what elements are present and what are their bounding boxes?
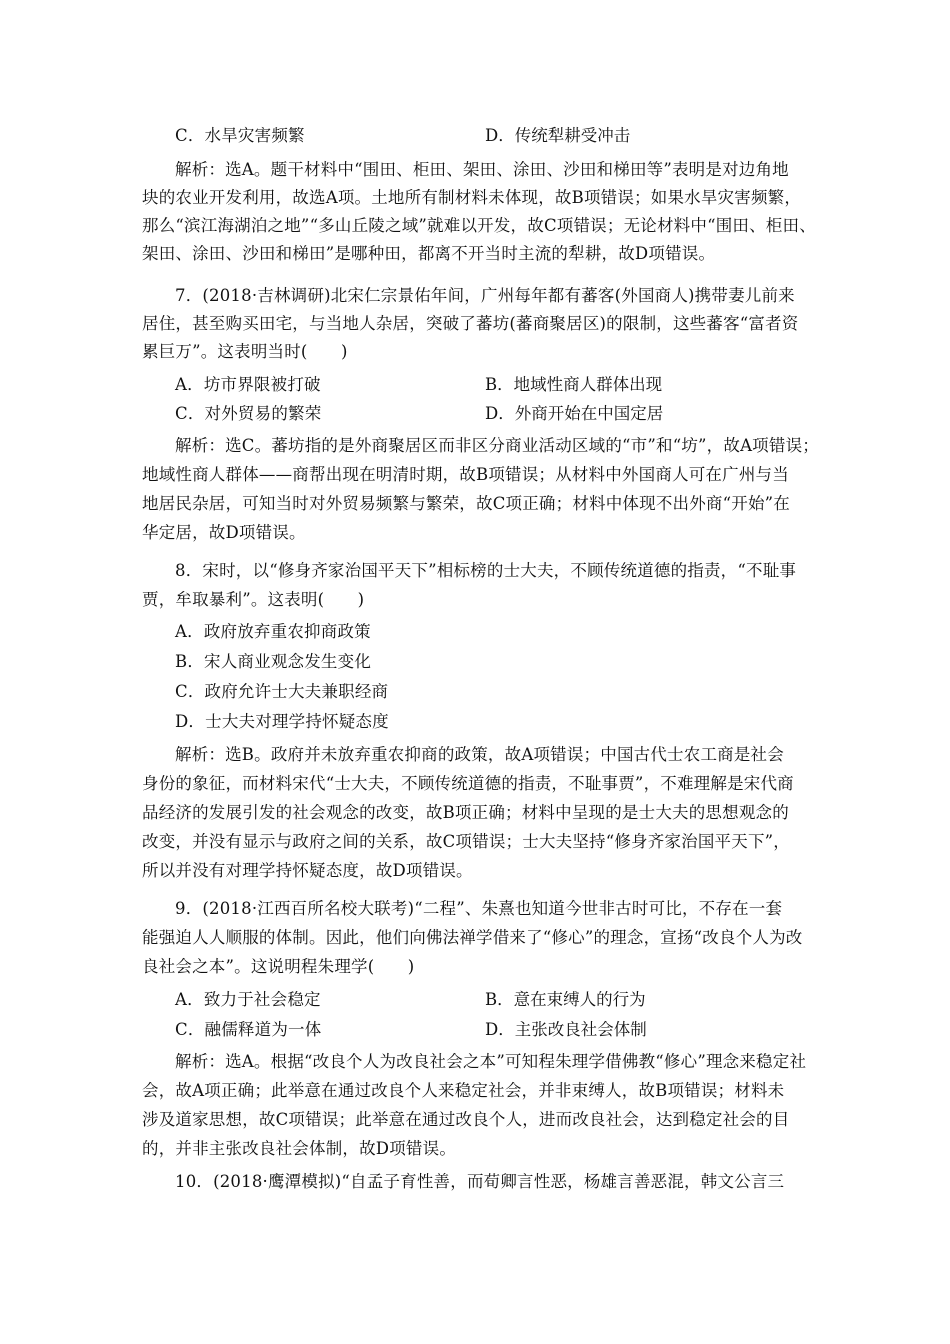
q7-analysis-line: 华定居，故D项错误。	[142, 523, 306, 542]
q7-option-c: C．对外贸易的繁荣	[175, 404, 322, 423]
q7-stem-line: 7．(2018·吉林调研)北宋仁宗景佑年间，广州每年都有蕃客(外国商人)携带妻儿前来	[175, 286, 795, 305]
q8-option-d: D．士大夫对理学持怀疑态度	[175, 712, 389, 731]
q7-analysis-line: 地居民杂居，可知当时对外贸易频繁与繁荣，故C项正确；材料中体现不出外商“开始”在	[142, 494, 790, 513]
q9-analysis-line: 解析：选A。根据“改良个人为改良社会之本”可知程朱理学借佛教“修心”理念来稳定社	[175, 1052, 807, 1071]
q10-stem-line: 10．(2018·鹰潭模拟)“自孟子育性善，而荀卿言性恶，杨雄言善恶混，韩文公言三	[175, 1172, 785, 1191]
q8-stem-line: 贾，牟取暴利”。这表明( )	[142, 590, 365, 609]
q6-analysis-line: 解析：选A。题干材料中“围田、柜田、架田、涂田、沙田和梯田等”表明是对边角地	[175, 160, 789, 179]
q8-analysis-line: 身份的象征，而材料宋代“士大夫，不顾传统道德的指责，不耻事贾”，不难理解是宋代商	[142, 774, 794, 793]
q9-analysis-line: 涉及道家思想，故C项错误；此举意在通过改良个人，进而改良社会，达到稳定社会的目	[142, 1110, 790, 1129]
q6-analysis-line: 架田、涂田、沙田和梯田”是哪种田，都离不开当时主流的犁耕，故D项错误。	[142, 244, 716, 263]
q8-option-a: A．政府放弃重农抑商政策	[175, 622, 371, 641]
q8-option-b: B．宋人商业观念发生变化	[175, 652, 372, 671]
q9-stem-line: 能强迫人人顺服的体制。因此，他们向佛法禅学借来了“修心”的理念，宣扬“改良个人为改	[142, 928, 803, 947]
q9-analysis-line: 的，并非主张改良社会体制，故D项错误。	[142, 1139, 457, 1158]
q9-stem-line: 良社会之本”。这说明程朱理学( )	[142, 957, 415, 976]
q9-option-a: A．致力于社会稳定	[175, 990, 321, 1009]
q6-analysis-line: 那么“滨江海湖泊之地”“多山丘陵之域”就难以开发，故C项错误；无论材料中“围田、柜田、	[142, 216, 816, 235]
q8-analysis-line: 品经济的发展引发的社会观念的改变，故B项正确；材料中呈现的是士大夫的思想观念的	[142, 803, 789, 822]
q7-option-d: D．外商开始在中国定居	[485, 404, 664, 423]
q8-analysis-line: 改变，并没有显示与政府之间的关系，故C项错误；士大夫坚持“修身齐家治国平天下”，	[142, 832, 790, 851]
q8-analysis-line: 所以并没有对理学持怀疑态度，故D项错误。	[142, 861, 473, 880]
q9-option-b: B．意在束缚人的行为	[485, 990, 646, 1009]
q7-stem-line: 累巨万”。这表明当时( )	[142, 342, 348, 361]
q6-option-c: C．水旱灾害频繁	[175, 126, 305, 145]
q9-option-c: C．融儒释道为一体	[175, 1020, 322, 1039]
q9-stem-line: 9．(2018·江西百所名校大联考)“二程”、朱熹也知道今世非古时可比，不存在一套	[175, 899, 783, 918]
q6-analysis-line: 块的农业开发利用，故选A项。土地所有制材料未体现，故B项错误；如果水旱灾害频繁，	[142, 188, 802, 207]
q7-option-b: B．地域性商人群体出现	[485, 375, 663, 394]
q8-option-c: C．政府允许士大夫兼职经商	[175, 682, 389, 701]
q7-analysis-line: 地域性商人群体——商帮出现在明清时期，故B项错误；从材料中外国商人可在广州与当	[142, 465, 789, 484]
q8-analysis-line: 解析：选B。政府并未放弃重农抑商的政策，故A项错误；中国古代士农工商是社会	[175, 745, 784, 764]
q7-stem-line: 居住，甚至购买田宅，与当地人杂居，突破了蕃坊(蕃商聚居区)的限制，这些蕃客“富者资	[142, 314, 799, 333]
q7-option-a: A．坊市界限被打破	[175, 375, 321, 394]
q9-option-d: D．主张改良社会体制	[485, 1020, 647, 1039]
q7-analysis-line: 解析：选C。蕃坊指的是外商聚居区而非区分商业活动区域的“市”和“坊”，故A项错误；	[175, 436, 819, 455]
q9-analysis-line: 会，故A项正确；此举意在通过改良个人来稳定社会，并非束缚人，故B项错误；材料未	[142, 1081, 785, 1100]
q6-option-d: D．传统犁耕受冲击	[485, 126, 631, 145]
q8-stem-line: 8．宋时，以“修身齐家治国平天下”相标榜的士大夫，不顾传统道德的指责，“不耻事	[175, 561, 797, 580]
